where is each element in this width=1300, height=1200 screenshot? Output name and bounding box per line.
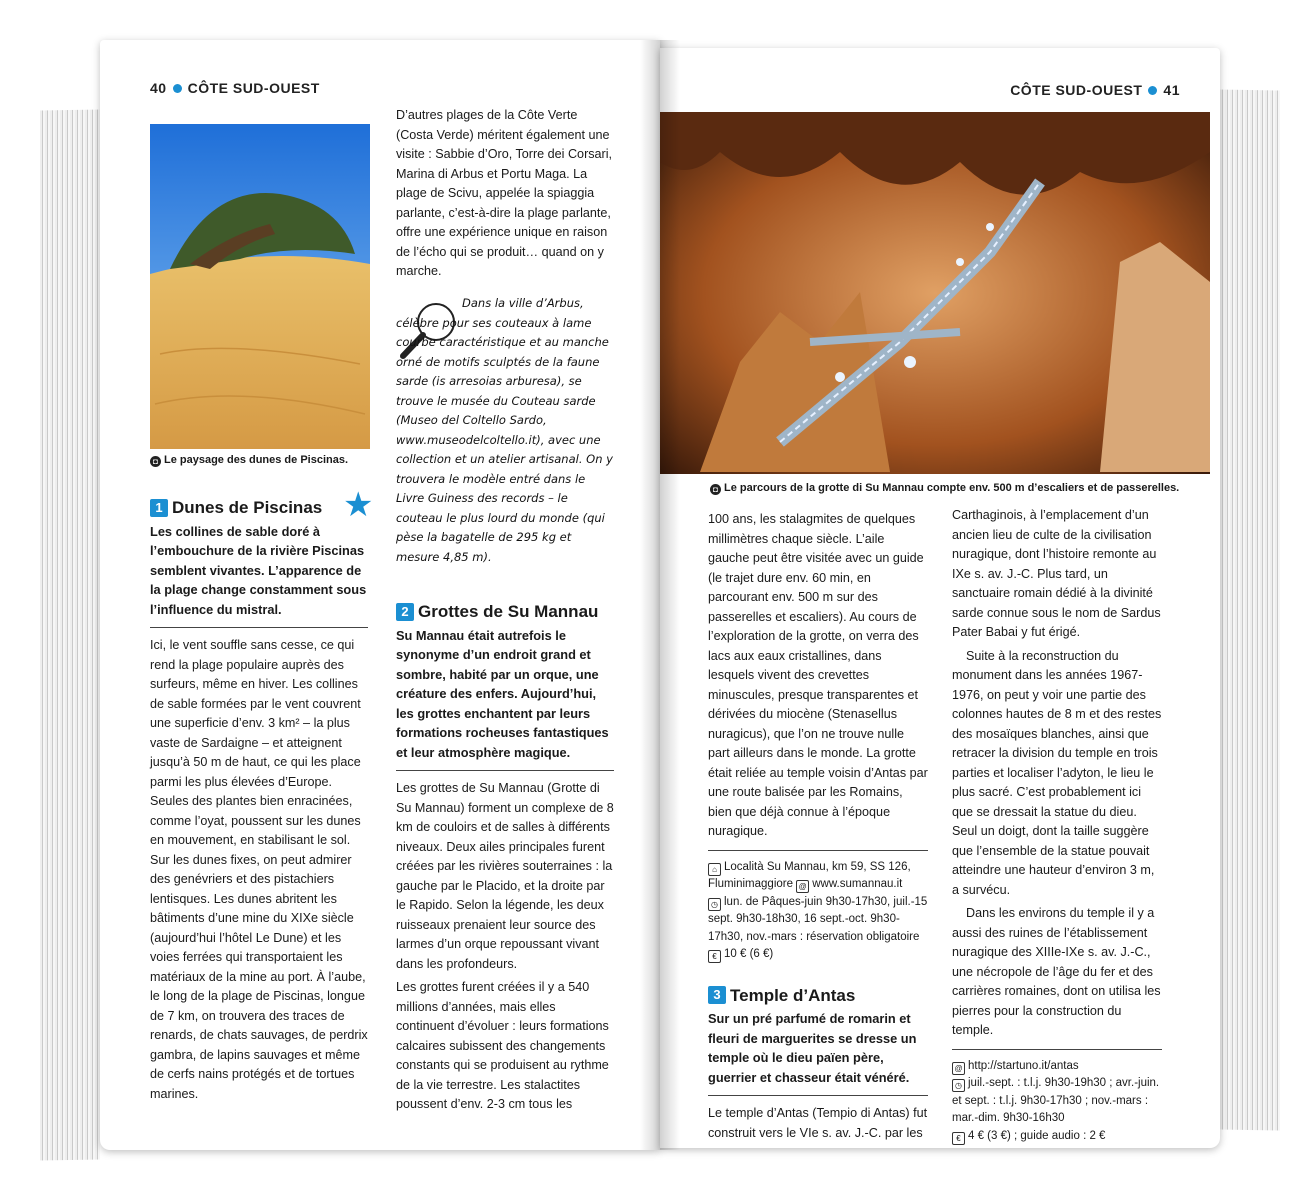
page-edges-left — [40, 109, 100, 1160]
divider — [150, 627, 368, 628]
right-col2-p2: Suite à la reconstruction du monument dans les années 1967-1976, on peut y voir une partie des colonnes hautes de 8 m et des restes des mosaïques blanches, ainsi que retracer la division du temple en trois parties et localiser l’adyton, le lieu le plus sacré. C’est probablement ici que se dressait la statue du dieu. Seul un doigt, dont la taille suggère que l’ensemble de la statue pouvait atteindre une hauteur d’environ 3 m, a survécu. — [952, 648, 1162, 897]
section-number-3: 3 — [708, 986, 726, 1004]
info-web-link[interactable]: www.sumannau.it — [812, 878, 903, 890]
divider — [708, 1095, 928, 1096]
section-1-title: Dunes de Piscinas — [172, 498, 323, 517]
cave-photo-caption — [710, 482, 1179, 495]
section-1-lead: Les collines de sable doré à l’embouchure de la rivière Piscinas semblent vivantes. L’apparence de la plage change constamment sous l’influence du mistral. — [150, 523, 367, 617]
caption-text: Le parcours de la grotte di Su Mannau compte env. 500 m d’escaliers et de passerelles. — [724, 482, 1180, 494]
bullet-dot — [1148, 86, 1157, 95]
section-1-body: Ici, le vent souffle sans cesse, ce qui rend la plage populaire auprès des surfeurs, même en hiver. Les collines de sable formées par le vent couvrent une superficie d’env. 3 km² – la plus vaste de Sardaigne – et atteignent jusqu’à 50 m de haut, ce qui les place parmi les plus élevées d’Europe. Seules des plantes bien enracinées, comme l’oyat, poussent sur les dunes en mouvement, en stabilisant le sol. Sur les dunes fixes, on peut admirer des genévriers et des pistachiers lentisques. Les dunes abritent les bâtiments d’une mine du XIXe siècle (aujourd’hui l’hôtel Le Dune) et les voies ferrées qui transportaient les matériaux de la mine au port. À l’aube, le long de la plage de Piscinas, longue de 7 km, on trouvera des traces de renards, de chats sauvages, de perdrix gambra, de lapins sauvages et même de cerfs nains protégés et de tortues marines. — [150, 638, 368, 1101]
section-3-title: Temple d’Antas — [730, 985, 856, 1005]
section-2-heading — [396, 602, 614, 622]
info2-hours: juil.-sept. : t.l.j. 9h30-19h30 ; avr.-juin. et sept. : t.l.j. 9h30-17h30 ; nov.-mars : mar.-dim. 9h30-16h30 — [952, 1077, 1160, 1124]
section-3-body: Le temple d’Antas (Tempio di Antas) fut construit vers le VIe s. av. J.-C. par les — [708, 1106, 928, 1140]
book-gutter — [640, 40, 680, 1150]
divider — [708, 850, 928, 851]
section-3-heading — [708, 986, 928, 1006]
clock-icon: ◷ — [952, 1079, 965, 1092]
info2-price: 4 € (3 €) ; guide audio : 2 € — [968, 1129, 1106, 1142]
left-page — [100, 40, 660, 1150]
section-2-body-1: Les grottes de Su Mannau (Grotte di Su Mannau) forment un complexe de 8 km de couloirs et de salles à différents niveaux. Deux ailes principales furent créées par les rivières souterraines : la gauche par le Placido, et la droite par le Rapido. Selon la légende, les deux ruisseaux prenaient leur source des larmes d’un orque repoussant vivant dans les profondeurs. — [396, 781, 614, 971]
dunes-photo-caption — [150, 454, 348, 467]
caption-text: Le paysage des dunes de Piscinas. — [164, 454, 349, 466]
divider — [952, 1049, 1162, 1050]
info-box-su-mannau — [708, 859, 928, 964]
star-icon: ★ — [343, 486, 374, 524]
camera-icon: ◘ — [710, 484, 721, 495]
right-running-head — [1010, 82, 1180, 98]
info-price: 10 € (6 €) — [724, 948, 774, 960]
right-col1-body: 100 ans, les stalagmites de quelques millimètres chaque siècle. L’aile gauche peut être visitée avec un guide (le trajet dure env. 60 min, en parcourant env. 500 m sur des passerelles et escaliers). Au cours de l’exploration de la grotte, on verra des lacs aux eaux cristallines, dans lesquels vivent des crevettes minuscules, presque transparentes et dérivées du miocène (Stenasellus nuragicus), que l’on ne trouve nulle part ailleurs dans le monde. La grotte était reliée au temple voisin d’Antas par une route balisée par les Romains, bien que déjà connue à l’époque nuragique. — [708, 512, 928, 838]
dunes-photo — [150, 124, 370, 449]
left-column-1 — [150, 498, 368, 1108]
web-icon: @ — [796, 880, 809, 893]
section-2-lead: Su Mannau était autrefois le synonyme d’un endroit grand et sombre, habité par un orque, une créature des enfers. Aujourd’hui, les grottes enchantent par leurs formations rocheuses fantastiques et leur atmosphère magique. — [396, 627, 609, 760]
section-2-title: Grottes de Su Mannau — [418, 602, 599, 621]
right-col2-p3: Dans les environs du temple il y a aussi des ruines de l’établissement nuragique des XIIIe-IXe s. av. J.-C., une nécropole de l’âge du fer et des carrières romaines, dont on utilisa les pierres pour la construction du temple. — [952, 906, 1161, 1037]
euro-icon: € — [708, 950, 721, 963]
address-icon: ⌂ — [708, 863, 721, 876]
camera-icon: ◘ — [150, 456, 161, 467]
page-number-right: 41 — [1163, 82, 1180, 98]
bullet-dot — [173, 84, 182, 93]
tip-box: Dans la ville d’Arbus, célèbre pour ses couteaux à lame courbe caractéristique et au manche orné de motifs sculptés de la faune sarde (is arresoias arburesa), se trouve le musée du Couteau sarde (Museo del Coltello Sardo, www.museodelcoltello.it), avec une collection et un atelier artisanal. On y trouvera le modèle entré dans le Livre Guiness des records – le couteau le plus lourd du monde (qui pèse la bagatelle de 295 kg et mesure 4,85 m). — [396, 296, 613, 564]
left-column-2-section-2 — [396, 602, 614, 1119]
page-edges-right — [1220, 89, 1280, 1130]
info2-web-link[interactable]: http://startuno.it/antas — [968, 1059, 1079, 1072]
euro-icon: € — [952, 1132, 965, 1145]
page-number-left: 40 — [150, 80, 167, 96]
col2-intro: D’autres plages de la Côte Verte (Costa Verde) méritent également une visite : Sabbie d’Oro, Torre dei Corsari, Marina di Arbus et Portu Maga. La plage de Scivu, appelée la spiaggia parlante, c’est-à-dire la plage parlante, offre une expérience unique en raison de l’écho qui se produit… quand on y marche. — [396, 108, 613, 278]
left-running-head — [150, 80, 320, 96]
right-col2-p1: Carthaginois, à l’emplacement d’un ancien lieu de culte de la civilisation nuragique, dont l’histoire remonte au IXe s. av. J.-C. Plus tard, un sanctuaire romain dédié à la divinité sarde connue sous le nom de Sardus Pater Babai y fut érigé. — [952, 508, 1161, 639]
right-column-2 — [952, 506, 1162, 1145]
info-hours: lun. de Pâques-juin 9h30-17h30, juil.-15 sept. 9h30-18h30, 16 sept.-oct. 9h30-17h30, nov.-mars : réservation obligatoire — [708, 895, 928, 943]
web-icon: @ — [952, 1062, 965, 1075]
section-number-2: 2 — [396, 603, 414, 621]
info-address: Località Su Mannau, km 59, SS 126, Fluminimaggiore — [708, 860, 911, 890]
section-3-lead: Sur un pré parfumé de romarin et fleuri de marguerites se dresse un temple où le dieu païen père, guerrier et chasseur était vénéré. — [708, 1011, 917, 1085]
clock-icon: ◷ — [708, 898, 721, 911]
left-column-2 — [396, 106, 614, 286]
section-2-body-2: Les grottes furent créées il y a 540 millions d’années, mais elles continuent d’évoluer : leurs formations calcaires subissent des changements constants qui se produisent au rythme de la vie terrestre. Les stalactites poussent d’env. 2-3 cm tous les — [396, 980, 609, 1111]
info-box-antas — [952, 1058, 1162, 1146]
right-column-1 — [708, 510, 928, 1147]
section-1-heading — [150, 498, 368, 518]
running-head-text: CÔTE SUD-OUEST — [1010, 82, 1143, 98]
divider — [396, 770, 614, 771]
section-number-1: 1 — [150, 499, 168, 517]
open-book — [40, 40, 1280, 1160]
cave-photo — [660, 112, 1210, 474]
running-head-text: CÔTE SUD-OUEST — [187, 80, 320, 96]
right-page — [660, 48, 1220, 1148]
